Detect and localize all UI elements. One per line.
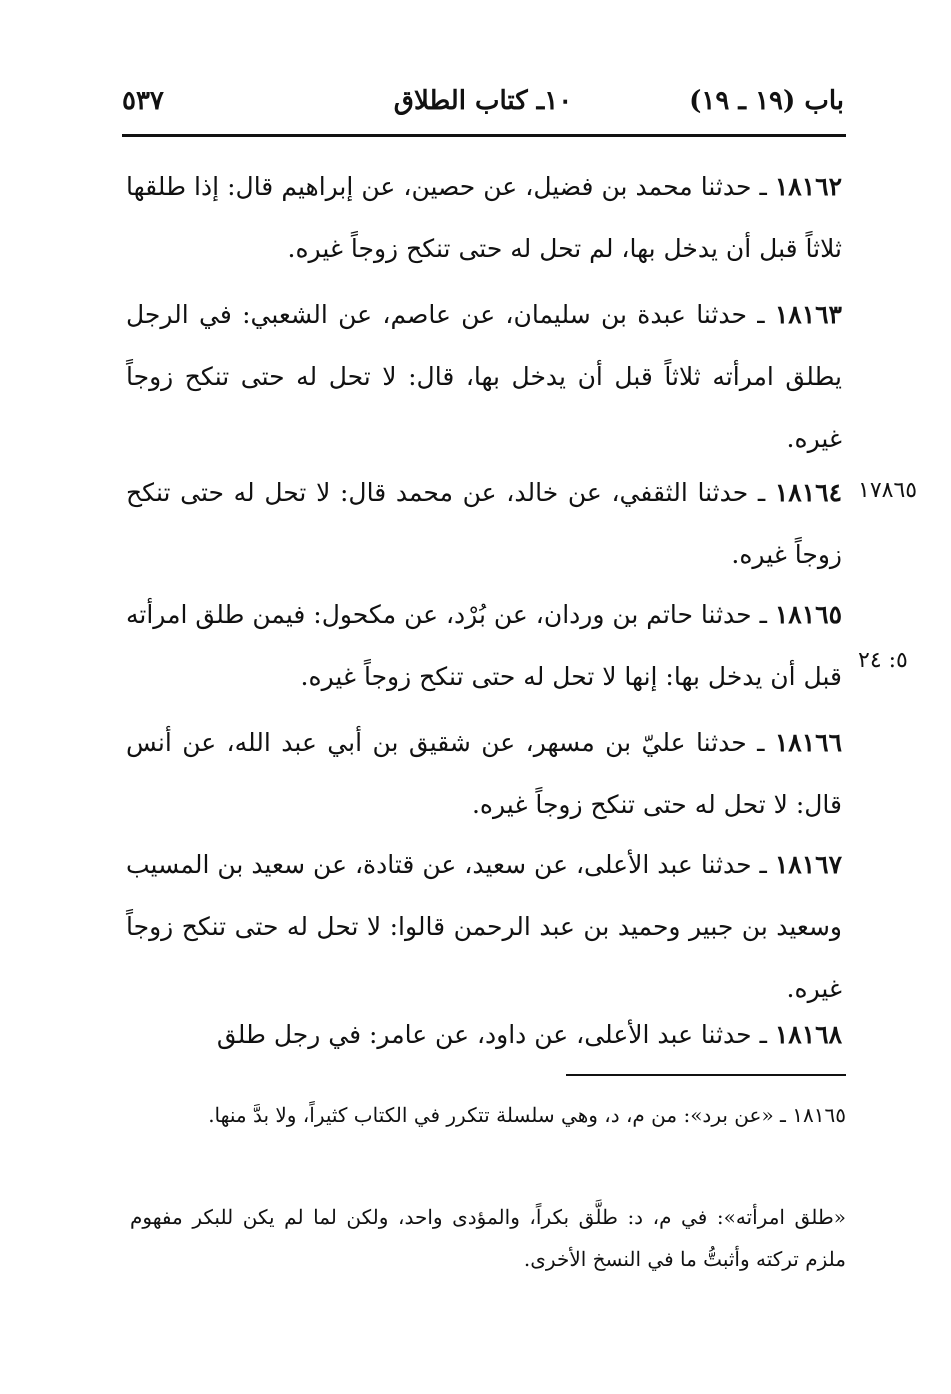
- book-title: ١٠ـ كتاب الطلاق: [393, 86, 573, 116]
- margin-reference-number: ١٧٨٦٥: [858, 478, 918, 503]
- page-header: [122, 84, 844, 124]
- hadith-entry: [126, 284, 842, 470]
- hadith-number: ١٨١٦٣: [774, 300, 842, 329]
- hadith-entry: [126, 712, 842, 836]
- margin-reference-verse: ٥: ٢٤: [858, 648, 908, 673]
- hadith-text: ـ حدثنا عبد الأعلى، عن سعيد، عن قتادة، عن سعيد بن المسيب وسعيد بن جبير وحميد بن عبد الرحمن قالوا: لا تحل له حتى تنكح زوجاً غيره.: [126, 850, 842, 1003]
- hadith-text: ـ حدثنا عبدة بن سليمان، عن عاصم، عن الشعبي: في الرجل يطلق امرأته ثلاثاً قبل أن يدخل بها، قال: لا تحل له حتى تنكح زوجاً غيره.: [126, 300, 842, 453]
- hadith-number: ١٨١٦٤: [774, 478, 842, 507]
- hadith-number: ١٨١٦٢: [774, 172, 842, 201]
- hadith-entry: [126, 1004, 842, 1066]
- header-divider: [122, 134, 846, 137]
- hadith-number: ١٨١٦٨: [774, 1020, 842, 1049]
- page-number: ٥٣٧: [122, 86, 164, 116]
- footnote: «طلق امرأته»: في م، د: طلَّق بكراً، والمؤدى واحد، ولكن لما لم يكن للبكر مفهوم ملزم تركته وأثبتُّ ما في النسخ الأخرى.: [130, 1205, 846, 1271]
- footnote-divider: [566, 1074, 846, 1076]
- hadith-number: ١٨١٦٦: [774, 728, 842, 757]
- hadith-entry: [126, 462, 842, 586]
- hadith-number: ١٨١٦٧: [774, 850, 842, 879]
- hadith-text: ـ حدثنا محمد بن فضيل، عن حصين، عن إبراهيم قال: إذا طلقها ثلاثاً قبل أن يدخل بها، لم تحل له حتى تنكح زوجاً غيره.: [126, 172, 842, 263]
- hadith-entry: [126, 156, 842, 280]
- hadith-text: ـ حدثنا عبد الأعلى، عن داود، عن عامر: في رجل طلق: [216, 1020, 767, 1049]
- footnote: ١٨١٦٥ ـ «عن برد»: من م، د، وهي سلسلة تتكرر في الكتاب كثيراً، ولا بدَّ منها.: [208, 1103, 846, 1127]
- hadith-number: ١٨١٦٥: [774, 600, 842, 629]
- chapter-heading: باب (١٩ ـ ١٩): [689, 86, 844, 116]
- hadith-text: ـ حدثنا عليّ بن مسهر، عن شقيق بن أبي عبد الله، عن أنس قال: لا تحل له حتى تنكح زوجاً غيره.: [126, 728, 842, 819]
- hadith-text: ـ حدثنا الثقفي، عن خالد، عن محمد قال: لا تحل له حتى تنكح زوجاً غيره.: [126, 478, 842, 569]
- hadith-entry: [126, 584, 842, 708]
- hadith-entry: [126, 834, 842, 1020]
- hadith-text: ـ حدثنا حاتم بن وردان، عن بُرْد، عن مكحول: فيمن طلق امرأته قبل أن يدخل بها: إنها لا تحل له حتى تنكح زوجاً غيره.: [126, 600, 842, 691]
